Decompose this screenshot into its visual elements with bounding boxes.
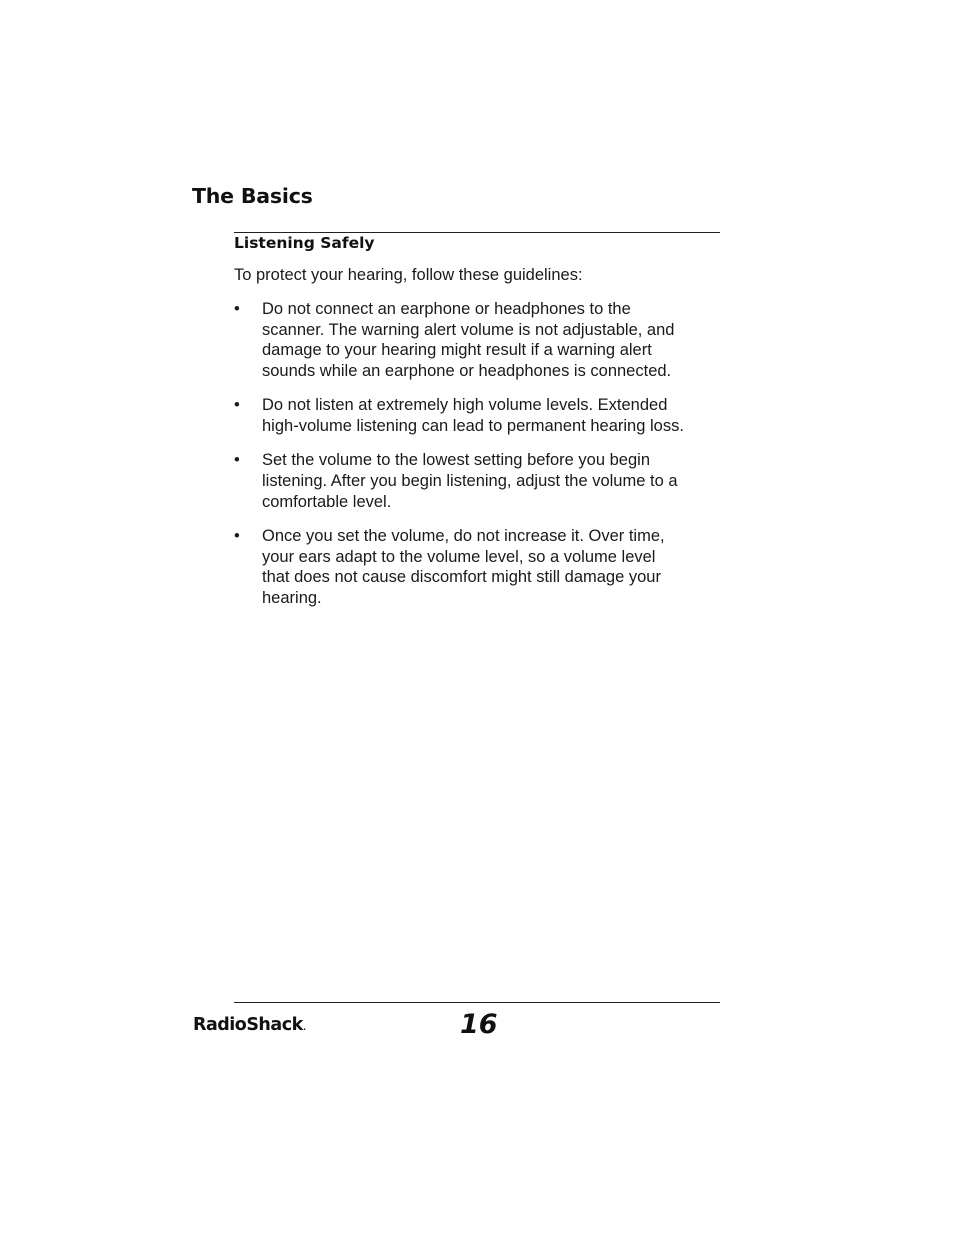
brand-name: RadioShack [193, 1015, 303, 1035]
brand-logo [193, 1015, 307, 1035]
guideline-line: comfortable level. [262, 492, 392, 511]
guideline-line: scanner. The warning alert volume is not adjustable, and [262, 320, 675, 339]
guideline-line: your ears adapt to the volume level, so a volume level [262, 547, 656, 566]
guideline-line: Do not listen at extremely high volume levels. Extended [262, 396, 668, 415]
brand-suffix: . [302, 1019, 307, 1033]
intro-paragraph: To protect your hearing, follow these guidelines: [234, 266, 583, 284]
guideline-line: high-volume listening can lead to permanent hearing loss. [262, 417, 684, 436]
section-title: The Basics [192, 184, 313, 208]
guideline-line: Once you set the volume, do not increase it. Over time, [262, 526, 665, 545]
subheading: Listening Safely [234, 234, 375, 252]
guideline-item [234, 395, 724, 436]
bullet-icon: • [234, 300, 240, 318]
guideline-line: listening. After you begin listening, adjust the volume to a [262, 471, 678, 490]
guidelines-list [234, 299, 724, 609]
bullet-icon: • [234, 526, 240, 545]
guideline-line: hearing. [262, 588, 322, 607]
top-divider [234, 232, 720, 233]
bottom-divider [234, 1002, 720, 1003]
guideline-item [234, 299, 724, 382]
guideline-item [234, 450, 724, 512]
page-number: 16 [460, 1009, 498, 1040]
bullet-icon: • [234, 396, 240, 415]
guideline-line: Set the volume to the lowest setting before you begin [262, 451, 650, 470]
bullet-icon: • [234, 451, 240, 470]
guideline-line: sounds while an earphone or headphones is connected. [262, 362, 672, 381]
guideline-line: that does not cause discomfort might still damage your [262, 568, 661, 587]
guideline-item [234, 526, 724, 609]
guideline-line: damage to your hearing might result if a warning alert [262, 341, 652, 360]
guideline-line: Do not connect an earphone or headphones to the [262, 300, 631, 318]
